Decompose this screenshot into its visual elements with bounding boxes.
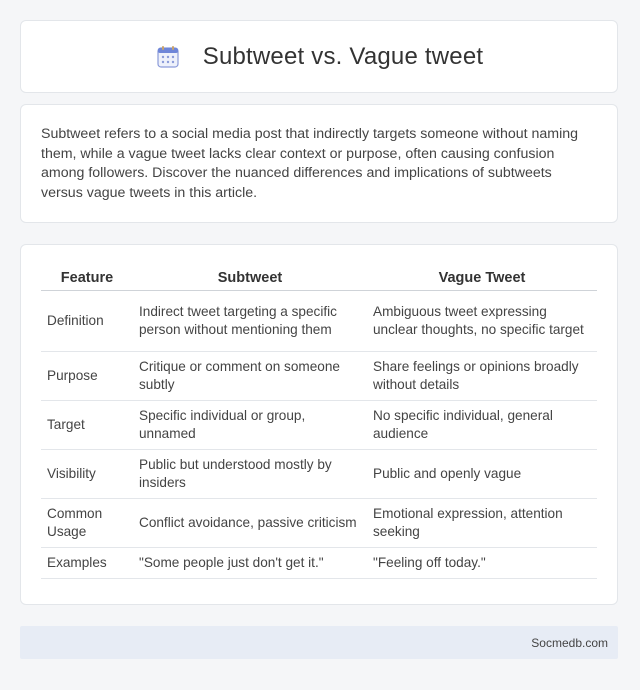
- table-cell: Indirect tweet targeting a specific person without mentioning them: [133, 291, 367, 352]
- page-title: Subtweet vs. Vague tweet: [202, 42, 484, 70]
- footer-bar: [20, 626, 618, 659]
- table-row: [41, 352, 597, 401]
- column-header-vague-tweet: Vague Tweet: [367, 265, 597, 291]
- comparison-card: [20, 244, 618, 605]
- column-header-subtweet: Subtweet: [133, 265, 367, 291]
- table-cell: No specific individual, general audience: [367, 401, 597, 450]
- table-header-row: [41, 265, 597, 291]
- column-header-feature: Feature: [41, 265, 133, 291]
- table-row: [41, 401, 597, 450]
- table-row: [41, 499, 597, 548]
- comparison-table: [41, 265, 597, 579]
- table-row: [41, 291, 597, 352]
- intro-paragraph: Subtweet refers to a social media post that indirectly targets someone without naming them, while a vague tweet lacks clear context or purpose, often causing confusion among followers. Discover the nuanced differences and implications of subtweets versus vague tweets in this article.: [41, 126, 579, 201]
- table-cell: Examples: [41, 548, 133, 579]
- title-card: [20, 20, 618, 93]
- table-cell: Emotional expression, attention seeking: [367, 499, 597, 548]
- table-cell: "Some people just don't get it.": [133, 548, 367, 579]
- table-row: [41, 548, 597, 579]
- table-cell: Conflict avoidance, passive criticism: [133, 499, 367, 548]
- table-cell: Target: [41, 401, 133, 450]
- intro-card: [20, 104, 618, 223]
- table-row: [41, 450, 597, 499]
- table-cell: "Feeling off today.": [367, 548, 597, 579]
- table-cell: Public but understood mostly by insiders: [133, 450, 367, 499]
- table-cell: Public and openly vague: [367, 450, 597, 499]
- footer-site-link[interactable]: Socmedb.com: [531, 635, 608, 650]
- table-cell: Definition: [41, 291, 133, 352]
- table-cell: Critique or comment on someone subtly: [133, 352, 367, 401]
- table-cell: Visibility: [41, 450, 133, 499]
- table-cell: Specific individual or group, unnamed: [133, 401, 367, 450]
- table-cell: Share feelings or opinions broadly without details: [367, 352, 597, 401]
- table-cell: Common Usage: [41, 499, 133, 548]
- table-cell: Purpose: [41, 352, 133, 401]
- calendar-icon: [155, 44, 181, 70]
- table-cell: Ambiguous tweet expressing unclear thoughts, no specific target: [367, 291, 597, 352]
